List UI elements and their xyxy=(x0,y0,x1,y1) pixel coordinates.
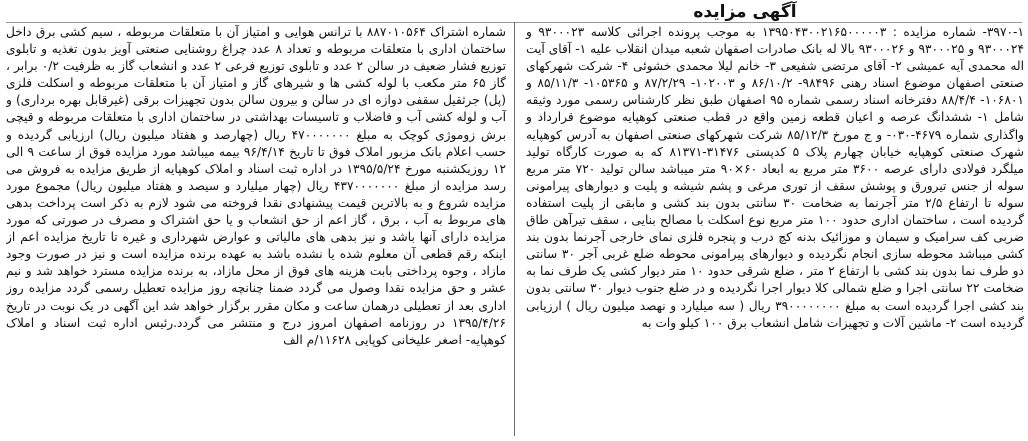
notice-body-part-2: شماره اشتراک ۸۸۷۰۱۰۵۶۴ با ترانس هوایی و امتیاز آن با متعلقات مربوطه ، سیم کشی برق داخل ساختمان اداری با متعلقات مربوطه و تعداد ۸ عدد چراغ روشنایی صنعتی آویز بدون تغذیه و تابلوی توزیع فشار ضعیف در سالن ۲ عدد و تابلوی توزیع فرعی ۲ عدد و انشعاب گاز به ظرفیت ۰/۲ برابر ، گاز ۶۵ متر مکعب با لوله کشی ها و شیرهای گاز و امتیاز آن با متعلقات مربوطه و اسکلت فلزی (پل) جرثقیل سقفی دوازه ای در سالن و بیرون سالن بدون تجهیزات برقی (غیرقابل بهره برداری) و آب و لوله کشی آب و فاضلاب و تاسیسات بهداشتی در ساختمان اداری با متعلقات مربوطه و قیچی برش زوموژی کوچک به مبلغ ۴۷۰۰۰۰۰۰۰ ریال (چهارصد و هفتاد میلیون ریال) ارزیابی گردیده و حسب اعلام بانک مزبور املاک فوق تا تاریخ ۹۶/۴/۱۴ بیمه میباشد مورد مزایده فوق از ساعت ۹ الی ۱۲ روزیکشنبه مورخ ۱۳۹۵/۵/۲۴ در اداره ثبت اسناد و املاک کوهپایه از طریق مزایده به فروش می رسد مزایده از مبلغ ۴۳۷۰۰۰۰۰۰۰ ریال (چهار میلیارد و سیصد و هفتاد میلیون ریال) مجموع مورد مزایده شروع و به بالاترین قیمت پیشنهادی نقدا فروخته می شود لازم به ذکر است پرداخت بدهی های مربوط به آب ، برق ، گاز اعم از حق انشعاب و یا حق اشتراک و مصرف در صورتی که مورد مزایده دارای آنها باشد و نیز بدهی های مالیاتی و عوارض شهرداری و غیره تا تاریخ مزایده اعم از اینکه رقم قطعی آن معلوم شده یا نشده باشد به عهده برنده مزایده است و نیز در صورت وجود مازاد ، وجوه پرداختی بابت هزینه های فوق از محل مازاد، به برنده مزایده مسترد خواهد شد و نیم عشر و حق مزایده نقدا وصول می گردد ضمنا چنانچه روز مزایده تعطیل رسمی گردد مزایده روز اداری بعد از تعطیلی درهمان ساعت و مکان مقرر برگزار خواهد شد این آگهی در یک نوبت در تاریخ ۱۳۹۵/۴/۲۶ در روزنامه اصفهان امروز درج و منتشر می گردد.رئیس اداره ثبت اسناد و املاک کوهپایه- اصغر علیخانی کوپایی ۱۱۶۲۸/م الف xyxy=(6,25,506,347)
notice-body-part-1: ۳۹۷۰-۱- شماره مزایده : ۱۳۹۵۰۴۳۰۰۲۱۶۵۰۰۰۰۰۳ به موجب پرونده اجرائی کلاسه ۹۳۰۰۰۲۳ و ۹۳۰۰۰۲۴ و ۹۳۰۰۰۲۵ و ۹۳۰۰۰۲۶ بالا له بانک صادرات اصفهان شعبه میدان انقلاب علیه ۱- آقای آیت اله محمدی آیه عمیشی ۲- آقای مرتضی شفیعی ۳- خانم لیلا محمدی خشوئی ۴- شرکت شهرکهای صنعتی اصفهان موضوع اسناد رهنی ۹۸۴۹۶- ۸۶/۱۰/۲ و ۱۰۲۰۰۳- ۸۷/۲/۲۹ و ۱۰۵۳۶۵- ۸۵/۱۱/۳ و ۱۰۶۸۰۱- ۸۸/۴/۴ دفترخانه اسناد رسمی شماره ۹۵ اصفهان طبق نظر کارشناس رسمی مورد وثیقه شامل ۱- ششدانگ عرصه و اعیان قطعه زمین واقع در قطب صنعتی کوهپایه موضوع قرارداد و واگذاری شماره ۴۶۷۹-۰۳۰- و ج مورخ ۸۵/۱۲/۳ شرکت شهرکهای صنعتی اصفهان به آدرس کوهپایه شهرک صنعتی کوهپایه خیابان چهارم پلاک ۵ کدپستی ۳۱۴۷۶-۸۱۳۷۱ که به صورت کارگاه تولید میلگرد فولادی دارای عرصه ۳۶۰۰ متر مربع به ابعاد ۶۰×۹۰ متر میباشد سالن تولید ۷۲۰ متر مربع سوله از جنس تیرورق و پوشش سقف از توری مرغی و پشم شیشه و پلیت و دیوارهای پیرامونی سوله تا ارتفاع ۲/۵ متر آجرنما به ضخامت ۳۰ سانتی بدون بند کشی و مابقی از پلیت استفاده گردیده است ، ساختمان اداری حدود ۱۰۰ متر مربع نوع اسکلت با مصالح بنایی ، سقف تیرآهن طاق ضربی کف سرامیک و سیمان و موزائیک بدنه کچ درب و پنجره فلزی نمای خارجی آجرنما بدون بند کشی میباشد محوطه سازی انجام نگردیده و دیوارهای پیرامونی محوطه ضلع غربی آجر ۳۰ سانتی دو طرف نما بدون بند کشی با ارتفاع ۲ متر ، ضلع شرقی حدود ۱۰ متر دیوار کشی یک طرف نما به ضخامت ۲۲ سانتی اجرا و ضلع شمالی کلا دیوار اجرا نگردیده و در ضلع جنوب دیوار ۳۰ سانتی بدون بند کشی اجرا گردیده است به مبلغ ۳۹۰۰۰۰۰۰۰۰ ریال ( سه میلیارد و نهصد میلیون ریال ) ارزیابی گردیده است ۲- ماشین آلات و تجهیزات شامل انشعاب برق ۱۰۰ کیلو وات به xyxy=(526,25,1024,330)
notice-column-right xyxy=(522,24,1024,436)
notice-column-left xyxy=(6,24,510,436)
notice-title: آگهی مزایده xyxy=(693,2,797,22)
column-divider xyxy=(514,22,515,436)
